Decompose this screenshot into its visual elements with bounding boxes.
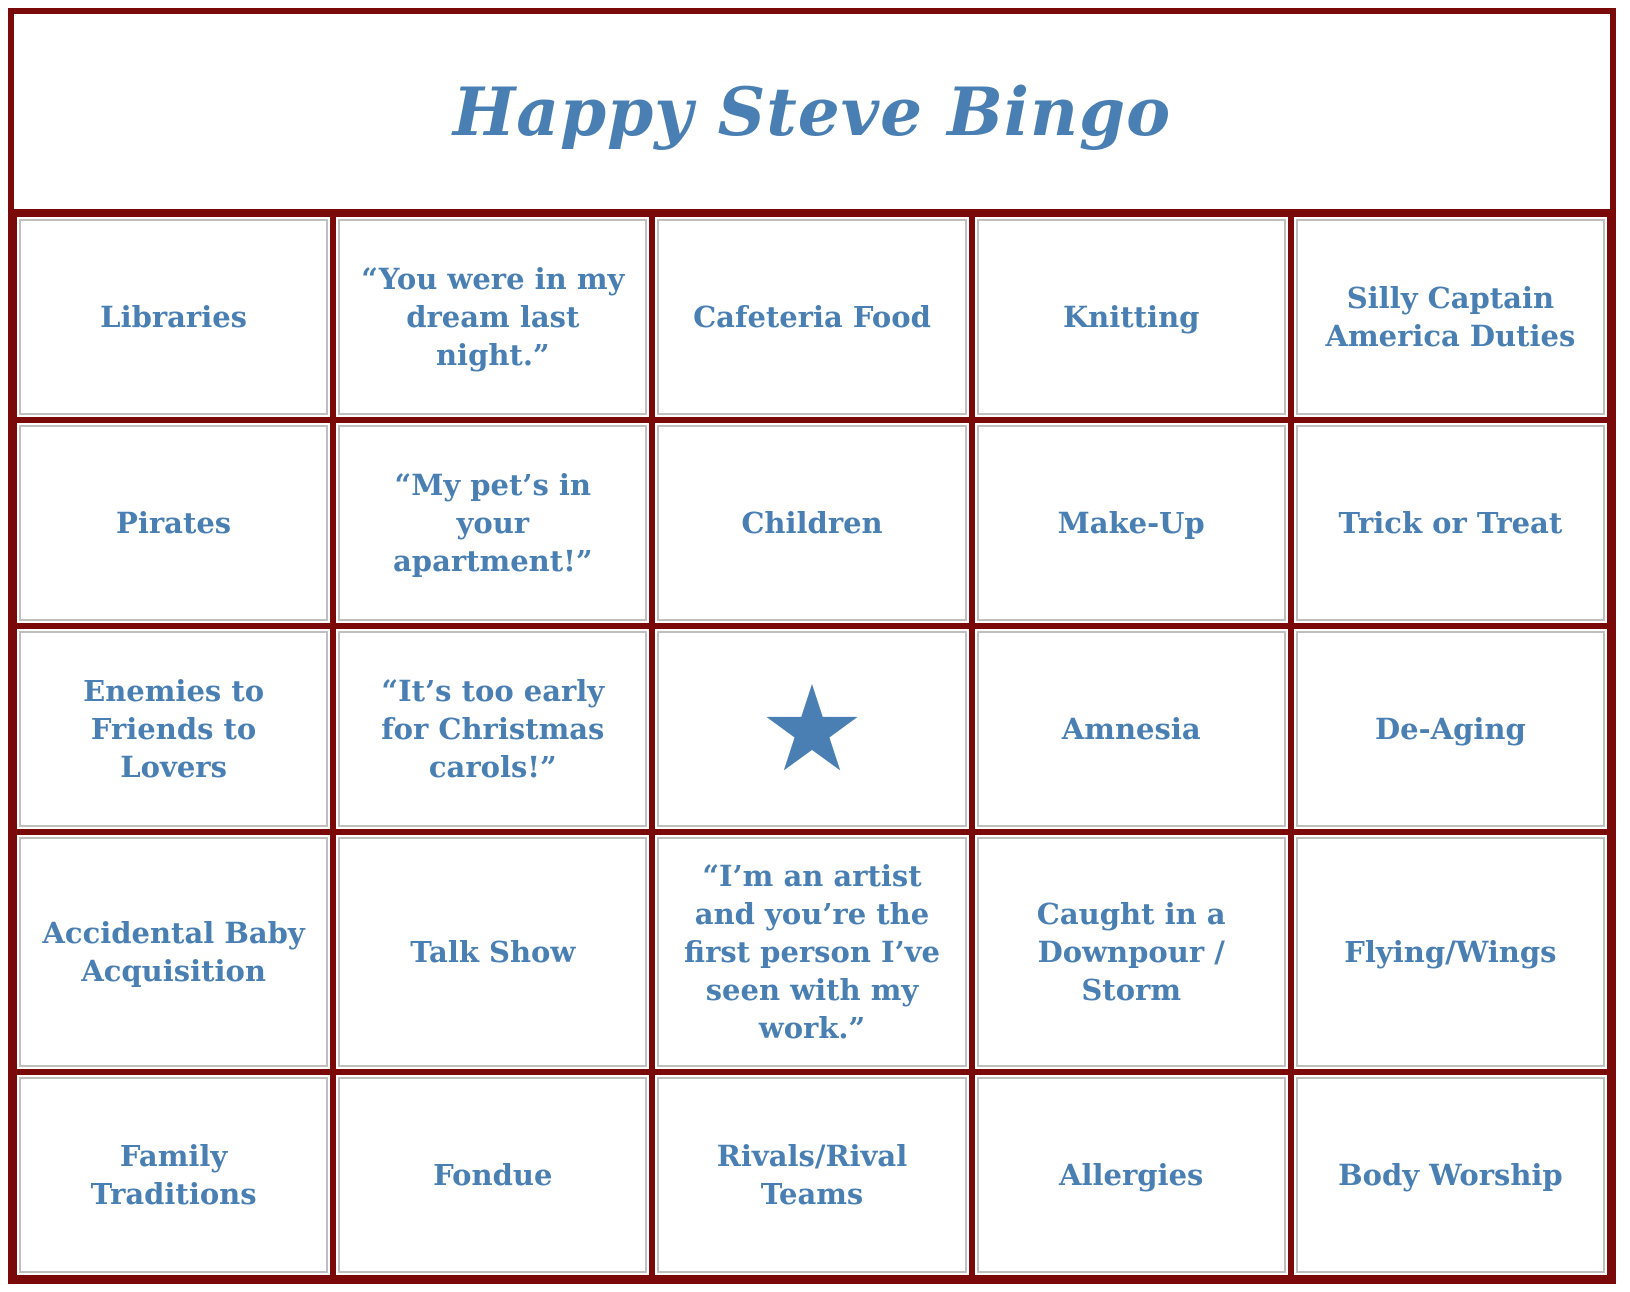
bingo-cell-label: Allergies [1059, 1158, 1204, 1192]
bingo-cell[interactable] [333, 214, 652, 420]
bingo-grid [14, 214, 1610, 1278]
bingo-cell-label: Pirates [116, 506, 232, 540]
bingo-cell[interactable] [972, 420, 1291, 626]
bingo-cell[interactable] [333, 832, 652, 1072]
free-space-cell[interactable] [652, 626, 971, 832]
bingo-cell[interactable] [14, 420, 333, 626]
bingo-cell[interactable] [652, 214, 971, 420]
title-box [14, 14, 1610, 214]
bingo-cell-label: Flying/Wings [1344, 935, 1557, 969]
bingo-cell-label: Amnesia [1061, 712, 1201, 746]
bingo-cell-label: “My pet’s in your apartment!” [393, 468, 593, 578]
bingo-cell-label: Talk Show [410, 935, 576, 969]
bingo-cell[interactable] [14, 214, 333, 420]
bingo-cell-label: Silly Captain America Duties [1325, 281, 1576, 353]
bingo-cell[interactable] [333, 1072, 652, 1278]
bingo-cell[interactable] [1291, 214, 1610, 420]
bingo-cell[interactable] [14, 832, 333, 1072]
bingo-cell-label: Enemies to Friends to Lovers [83, 674, 265, 784]
bingo-cell-label: Fondue [433, 1158, 553, 1192]
bingo-cell-label: “It’s too early for Christmas carols!” [381, 674, 605, 784]
bingo-cell[interactable] [972, 214, 1291, 420]
bingo-cell[interactable] [1291, 832, 1610, 1072]
bingo-card [8, 8, 1616, 1284]
bingo-cell[interactable] [1291, 420, 1610, 626]
bingo-cell[interactable] [652, 832, 971, 1072]
bingo-cell[interactable] [14, 1072, 333, 1278]
bingo-cell[interactable] [652, 420, 971, 626]
bingo-cell[interactable] [14, 626, 333, 832]
bingo-cell-label: “I’m an artist and you’re the first person I’ve seen with my work.” [683, 859, 940, 1045]
bingo-cell-label: Accidental Baby Acquisition [42, 916, 305, 988]
star-icon [764, 681, 860, 777]
bingo-cell-label: Rivals/Rival Teams [716, 1139, 908, 1211]
bingo-cell-label: Libraries [100, 300, 247, 334]
bingo-cell-label: “You were in my dream last night.” [361, 262, 625, 372]
bingo-cell[interactable] [972, 626, 1291, 832]
bingo-cell[interactable] [652, 1072, 971, 1278]
bingo-cell[interactable] [1291, 1072, 1610, 1278]
bingo-cell-label: Body Worship [1338, 1158, 1563, 1192]
bingo-cell-label: Knitting [1062, 300, 1200, 334]
bingo-cell-label: Cafeteria Food [693, 300, 931, 334]
bingo-cell[interactable] [333, 626, 652, 832]
bingo-cell[interactable] [972, 832, 1291, 1072]
bingo-cell-label: Make-Up [1057, 506, 1205, 540]
bingo-cell-label: Children [741, 506, 883, 540]
bingo-cell[interactable] [1291, 626, 1610, 832]
bingo-cell-label: De-Aging [1375, 712, 1526, 746]
bingo-cell-label: Trick or Treat [1338, 506, 1563, 540]
page-title: Happy Steve Bingo [452, 72, 1172, 151]
bingo-cell-label: Family Traditions [90, 1139, 257, 1211]
bingo-cell-label: Caught in a Downpour / Storm [1036, 897, 1226, 1007]
bingo-cell[interactable] [333, 420, 652, 626]
bingo-cell[interactable] [972, 1072, 1291, 1278]
